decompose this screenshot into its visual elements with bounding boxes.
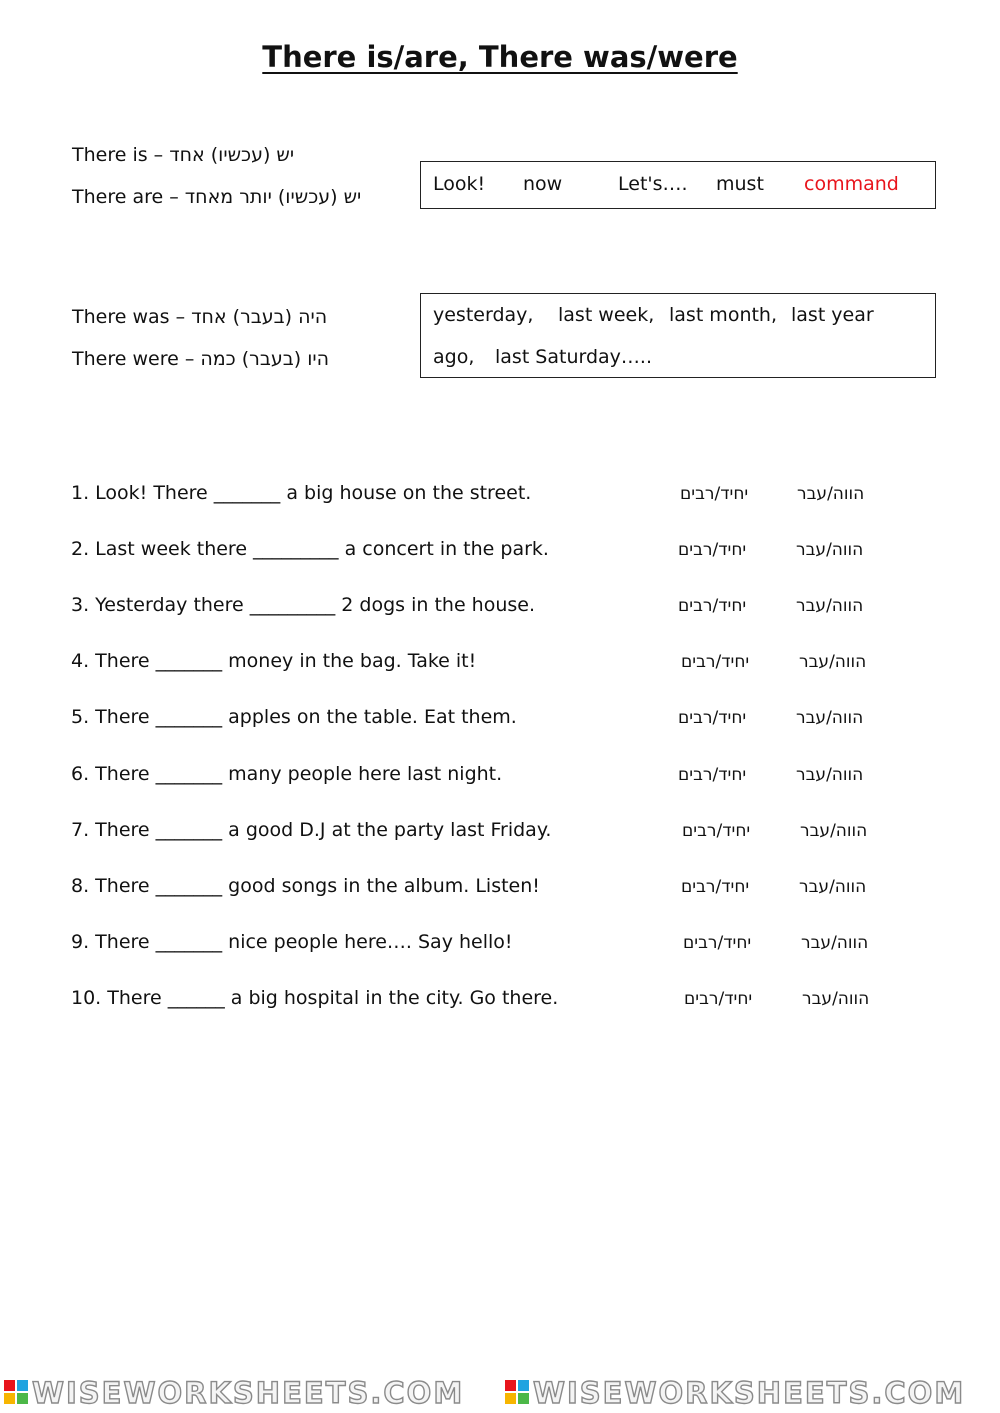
number-choice: יחיד/רבים <box>678 708 747 728</box>
number-choice: יחיד/רבים <box>682 821 751 841</box>
keyword: must <box>716 173 764 195</box>
watermark-text: WISEWORKSHEETS.COM <box>32 1376 465 1410</box>
wiseworksheets-logo-icon <box>4 1380 28 1404</box>
keyword: Let's…. <box>618 173 688 195</box>
tense-choice: הווה/עבר <box>800 821 868 841</box>
keyword: last year <box>791 304 874 326</box>
question-1: 1. Look! There _______ a big house on the street. <box>71 482 532 504</box>
question-2: 2. Last week there _________ a concert in the park. <box>71 538 549 560</box>
question-9: 9. There _______ nice people here…. Say hello! <box>71 931 513 953</box>
number-choice: יחיד/רבים <box>678 596 747 616</box>
question-7: 7. There _______ a good D.J at the party last Friday. <box>71 819 552 841</box>
rule-en: There are – <box>72 186 185 208</box>
question-10: 10. There ______ a big hospital in the city. Go there. <box>71 987 559 1009</box>
page-title: There is/are, There was/were <box>262 40 738 74</box>
question-5: 5. There _______ apples on the table. Eat them. <box>71 706 517 728</box>
rule-he: היו (בעבר) כמה <box>200 348 330 370</box>
rule-he: יש (עכשיו) אחד <box>169 144 295 166</box>
number-choice: יחיד/רבים <box>678 540 747 560</box>
keyword: now <box>523 173 563 195</box>
keyword-command: command <box>804 173 899 195</box>
tense-choice: הווה/עבר <box>796 540 864 560</box>
tense-choice: הווה/עבר <box>799 652 867 672</box>
tense-choice: הווה/עבר <box>799 877 867 897</box>
number-choice: יחיד/רבים <box>680 484 749 504</box>
number-choice: יחיד/רבים <box>683 933 752 953</box>
rule-there-was <box>72 306 327 328</box>
number-choice: יחיד/רבים <box>684 989 753 1009</box>
question-6: 6. There _______ many people here last night. <box>71 763 503 785</box>
tense-choice: הווה/עבר <box>796 708 864 728</box>
present-keywords-box <box>420 161 936 209</box>
rule-there-are <box>72 186 361 208</box>
question-3: 3. Yesterday there _________ 2 dogs in the house. <box>71 594 536 616</box>
rule-he: היה (בעבר) אחד <box>191 306 328 328</box>
tense-choice: הווה/עבר <box>797 484 865 504</box>
tense-choice: הווה/עבר <box>796 596 864 616</box>
tense-choice: הווה/עבר <box>801 933 869 953</box>
number-choice: יחיד/רבים <box>678 765 747 785</box>
wiseworksheets-logo-icon <box>505 1380 529 1404</box>
rule-en: There was – <box>72 306 192 328</box>
keyword: yesterday, <box>433 304 534 326</box>
number-choice: יחיד/רבים <box>681 652 750 672</box>
rule-en: There is – <box>72 144 170 166</box>
keyword: last month, <box>669 304 778 326</box>
keyword: ago, <box>433 346 475 368</box>
question-4: 4. There _______ money in the bag. Take it! <box>71 650 477 672</box>
tense-choice: הווה/עבר <box>796 765 864 785</box>
rule-there-is <box>72 144 294 166</box>
keyword: last week, <box>558 304 655 326</box>
past-keywords-box <box>420 293 936 378</box>
question-8: 8. There _______ good songs in the album. Listen! <box>71 875 540 897</box>
tense-choice: הווה/עבר <box>802 989 870 1009</box>
keyword: last Saturday….. <box>495 346 653 368</box>
watermark-footer <box>0 1372 1000 1413</box>
number-choice: יחיד/רבים <box>681 877 750 897</box>
keyword: Look! <box>433 173 486 195</box>
watermark-text: WISEWORKSHEETS.COM <box>533 1376 966 1410</box>
rule-en: There were – <box>72 348 201 370</box>
rule-he: יש (עכשיו) יותר מאחד <box>184 186 362 208</box>
rule-there-were <box>72 348 329 370</box>
